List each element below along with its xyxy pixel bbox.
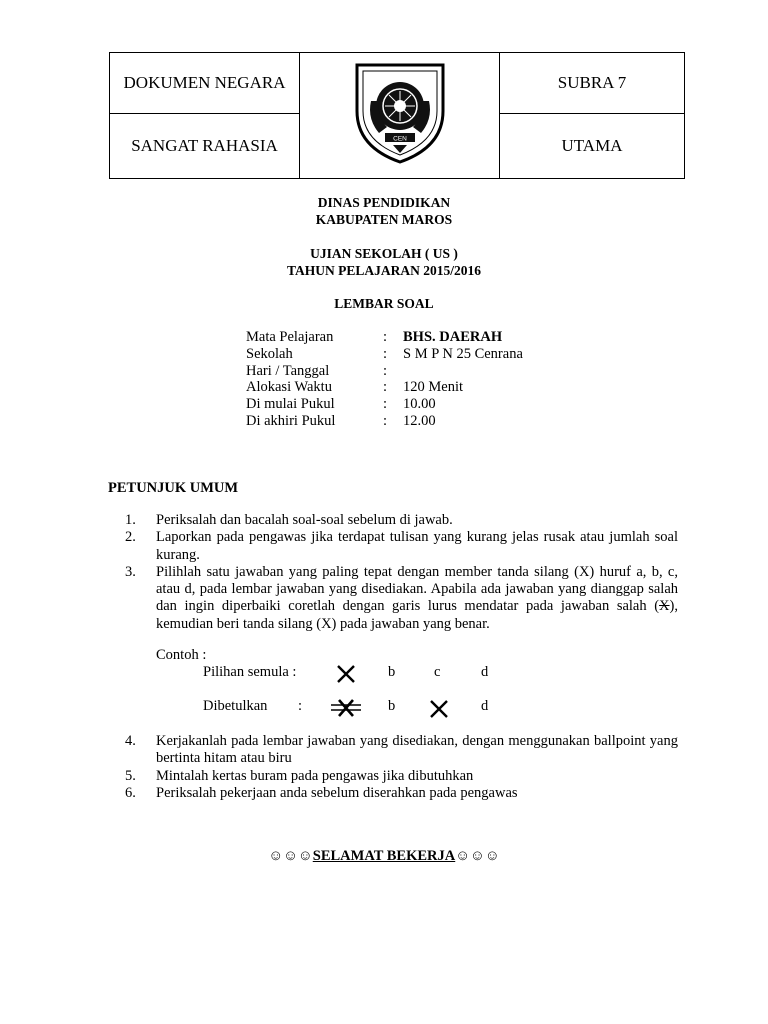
logo-text: CEN: [392, 135, 407, 143]
item-text: Periksalah dan bacalah soal-soal sebelum di jawab.: [156, 512, 453, 528]
info-label: Hari / Tanggal: [246, 362, 330, 379]
item-text: Kerjakanlah pada lembar jawaban yang disediakan, dengan menggunakan ballpoint yang bertinta hitam atau biru: [156, 733, 678, 767]
logo-cell: [300, 53, 500, 179]
title-line2: KABUPATEN MAROS: [315, 212, 453, 227]
title-line5: LEMBAR SOAL: [334, 296, 434, 311]
info-label: Sekolah: [246, 345, 293, 362]
info-colon: :: [383, 396, 388, 413]
item-number: 1.: [125, 512, 136, 528]
info-colon: :: [383, 379, 388, 396]
info-value: 120 Menit: [403, 379, 464, 396]
option-b: b: [388, 698, 396, 714]
list-item: [125, 529, 678, 564]
list-item: [125, 512, 678, 529]
title-line1: DINAS PENDIDIKAN: [317, 195, 451, 210]
item-number: 5.: [125, 767, 136, 784]
info-colon: :: [383, 412, 388, 429]
info-label: Di mulai Pukul: [246, 396, 335, 413]
option-d: d: [481, 664, 489, 680]
example-row2-colon: :: [298, 698, 303, 714]
option-d: d: [481, 698, 489, 714]
corrected-cross-icon: [330, 698, 362, 718]
example-label: Contoh :: [156, 647, 207, 663]
header-top-left: DOKUMEN NEGARA: [110, 53, 300, 114]
instruction-list-continued: [125, 733, 678, 802]
example-row1-label: Pilihan semula :: [203, 664, 297, 680]
item-number: 6.: [125, 784, 136, 801]
info-label: Mata Pelajaran: [246, 329, 334, 345]
list-item: [125, 785, 678, 802]
example-row2-label: Dibetulkan: [203, 698, 268, 714]
header-bottom-left: SANGAT RAHASIA: [110, 114, 300, 179]
info-label: Alokasi Waktu: [246, 379, 332, 396]
item-text-strike: X: [659, 598, 670, 615]
list-item: [125, 768, 678, 785]
info-value: S M P N 25 Cenrana: [403, 345, 523, 362]
option-b: b: [388, 664, 396, 680]
info-colon: :: [383, 345, 388, 362]
footer-text: SELAMAT BEKERJA: [312, 848, 456, 864]
item-number: 4.: [125, 733, 136, 749]
title-line4: TAHUN PELAJARAN 2015/2016: [286, 263, 481, 278]
info-colon: :: [383, 329, 388, 345]
option-c: c: [434, 664, 441, 680]
item-text: Periksalah pekerjaan anda sebelum diserahkan pada pengawas: [156, 784, 518, 801]
item-number: 2.: [125, 529, 136, 546]
cross-mark-icon: [428, 699, 450, 719]
footer-greeting: [0, 848, 768, 865]
header-table: [109, 52, 685, 179]
header-top-right: SUBRA 7: [500, 53, 685, 114]
title-line3: UJIAN SEKOLAH ( US ): [310, 246, 458, 261]
item-text: Laporkan pada pengawas jika terdapat tulisan yang kurang jelas rusak atau jumlah soal kurang.: [156, 529, 678, 563]
info-label: Di akhiri Pukul: [246, 412, 336, 429]
info-value: 10.00: [403, 396, 436, 413]
info-value: 12.00: [403, 412, 436, 429]
item-number: 3.: [125, 563, 136, 580]
header-bottom-right: UTAMA: [500, 114, 685, 179]
list-item: [125, 564, 678, 633]
instruction-list: [125, 512, 678, 633]
school-emblem-icon: [353, 61, 447, 165]
smiley-icon: ☺☺☺: [268, 848, 313, 864]
item-text: Pilihlah satu jawaban yang paling tepat dengan member tanda silang (X) huruf a, b, c, atau d, pada lembar jawaban yang disediakan. Apabila ada jawaban yang dianggap salah dan ingin diperbaiki coretlah dengan garis lurus mendatar pada jawaban salah (: [156, 563, 678, 615]
smiley-icon: ☺☺☺: [455, 848, 500, 864]
cross-mark-icon: [335, 664, 357, 684]
section-title: PETUNJUK UMUM: [108, 480, 239, 496]
info-colon: :: [383, 362, 388, 379]
list-item: [125, 733, 678, 768]
item-text: Mintalah kertas buram pada pengawas jika dibutuhkan: [156, 767, 474, 784]
info-value: BHS. DAERAH: [403, 329, 503, 345]
item-text: ), kemudian beri tanda silang (X) pada jawaban yang benar.: [156, 598, 678, 632]
